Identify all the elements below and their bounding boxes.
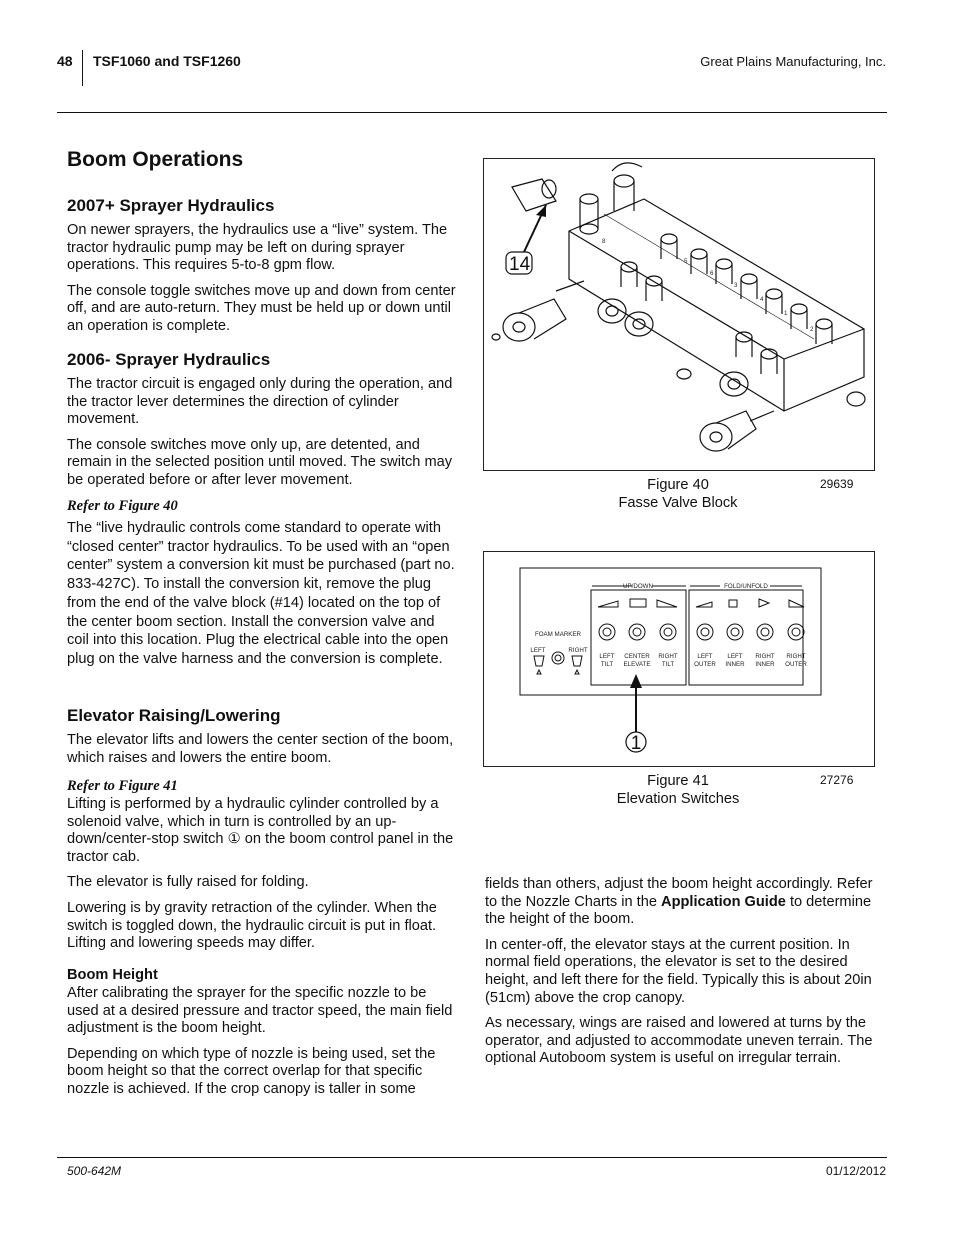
figure-40-frame xyxy=(483,158,875,471)
svg-text:8: 8 xyxy=(602,238,606,245)
conversion-kit-text xyxy=(67,519,459,669)
paragraph: Depending on which type of nozzle is being used, set the boom height so that the correct overlap for that specific nozzle is achieved. If the crop canopy is taller in some xyxy=(67,1045,436,1097)
heading-elevator: Elevator Raising/Lowering xyxy=(67,706,281,725)
arrow-head xyxy=(630,674,642,688)
paragraph: After calibrating the sprayer for the specific nozzle to be used at a desired pressure and tractor speed, the main field adjustment is the boom height. xyxy=(67,985,453,1037)
figure-40-title: Fasse Valve Block xyxy=(618,494,738,511)
paragraph xyxy=(485,876,877,929)
foam-left-label: LEFT xyxy=(530,647,546,654)
svg-text:1: 1 xyxy=(784,310,788,317)
figure-40-caption xyxy=(583,477,773,512)
paragraph: In center-off, the elevator stays at the current position. In normal field operations, the elevator is set to the desired height, and left there for the field. Typically this is about 20in (51cm) above the crop canopy. xyxy=(485,936,872,1006)
doc-date: 01/12/2012 xyxy=(825,1164,886,1178)
doc-number: 500-642M xyxy=(67,1164,122,1178)
switch-panel-illustration xyxy=(484,552,874,766)
switch-label: ELEVATE xyxy=(623,661,651,668)
switch-label: TILT xyxy=(600,661,614,668)
switch-label: OUTER xyxy=(785,661,807,668)
heading-2006-hydraulics: 2006- Sprayer Hydraulics xyxy=(67,350,271,369)
svg-text:6: 6 xyxy=(710,270,714,277)
figure-reference: Refer to Figure 40 xyxy=(67,498,178,514)
section-boom-height xyxy=(67,967,459,1099)
updown-group-box xyxy=(591,590,686,685)
paragraph: On newer sprayers, the hydraulics use a “live” system. The tractor hydraulic pump may be left on during sprayer operations. This requires 5-to-8 gpm flow. xyxy=(67,222,448,274)
paragraph: Lowering is by gravity retraction of the cylinder. When the switch is toggled down, the hydraulic circuit is put in float. Lifting and lowering speeds may differ. xyxy=(67,899,437,952)
text-run: fields than others, adjust the boom height accordingly. Refer to the Nozzle Charts in the xyxy=(485,876,873,910)
header-divider xyxy=(82,50,83,86)
right-column xyxy=(485,876,877,1068)
switch-label: RIGHT xyxy=(755,653,775,660)
switch-label: RIGHT xyxy=(658,653,678,660)
switch-label: TILT xyxy=(661,661,675,668)
switch-label: OUTER xyxy=(694,661,716,668)
heading-boom-height: Boom Height xyxy=(67,967,158,983)
foam-marker-label: FOAM MARKER xyxy=(534,631,582,638)
switch-label: LEFT xyxy=(599,653,615,660)
toggle-switches xyxy=(599,624,804,640)
valve-block-illustration xyxy=(484,159,874,470)
paragraph: Lifting is performed by a hydraulic cylinder controlled by a solenoid valve, which in turn is controlled by an up-down/center-stop switch ① on the boom control panel in the tractor cab. xyxy=(67,796,454,865)
figure-41-label: Figure 41 xyxy=(647,773,709,789)
doc-title: TSF1060 and TSF1260 xyxy=(93,53,241,69)
left-column xyxy=(67,148,459,172)
paragraph: The elevator is fully raised for folding. xyxy=(67,874,309,891)
text-run: to determine the height of the boom. xyxy=(485,893,872,928)
group-fold-label: FOLD/UNFOLD xyxy=(724,583,768,590)
paragraph: As necessary, wings are raised and lowered at turns by the operator, and adjusted to accommodate uneven terrain. The optional Autoboom system is useful on irregular terrain. xyxy=(485,1015,873,1067)
figure-41-title: Elevation Switches xyxy=(616,790,740,807)
paragraph: The console switches move only up, are detented, and remain in the selected position until moved. The switch may be operated before or after lever movement. xyxy=(67,436,453,488)
paragraph: The elevator lifts and lowers the center section of the boom, which raises and lowers the entire boom. xyxy=(67,732,454,766)
figure-reference: Refer to Figure 41 xyxy=(67,778,178,794)
figure-41-number: 27276 xyxy=(820,773,854,787)
paragraph: The tractor circuit is engaged only during the operation, and the tractor lever determines the direction of cylinder movement. xyxy=(67,376,453,428)
svg-text:2: 2 xyxy=(810,326,814,333)
footer-rule xyxy=(57,1157,887,1158)
figure-40-number: 29639 xyxy=(820,477,854,491)
group-updown-label: UP/DOWN xyxy=(623,583,653,590)
switch-label: LEFT xyxy=(697,653,713,660)
paragraph: The console toggle switches move up and down from center off, and are auto-return. They must be held up or down until an operation is complete. xyxy=(67,282,456,334)
company-name: Great Plains Manufacturing, Inc. xyxy=(700,54,886,69)
foam-right-label: RIGHT xyxy=(568,647,588,654)
svg-text:5: 5 xyxy=(684,258,688,265)
paragraph: The “live hydraulic controls come standard to operate with “closed center” tractor hydraulics. To be used with an “open center” system a conversion kit must be purchased (part no. 833-427C). To install the conversion kit, remove the plug from the end of the valve block (#14) located on the top of the center boom section. Install the conversion valve and coil into this location. Plug the electrical cable into the open plug on the valve harness and the conversion is complete. xyxy=(67,520,455,667)
section-2007 xyxy=(67,196,459,336)
callout-1: 1 xyxy=(630,733,642,754)
figure-40-label: Figure 40 xyxy=(647,477,709,493)
figure-41-caption xyxy=(583,773,773,808)
figure-41-frame xyxy=(483,551,875,767)
callout-14: 14 xyxy=(509,254,531,275)
switch-label: INNER xyxy=(725,661,745,668)
svg-text:3: 3 xyxy=(734,282,738,289)
section-2006 xyxy=(67,350,459,490)
switch-label: CENTER xyxy=(624,653,650,660)
section-elevator xyxy=(67,706,459,767)
application-guide-ref: Application Guide xyxy=(661,893,786,910)
header-rule xyxy=(57,112,887,113)
section-title: Boom Operations xyxy=(67,148,244,171)
switch-label: LEFT xyxy=(727,653,743,660)
switch-label: INNER xyxy=(755,661,775,668)
elevator-details xyxy=(67,796,459,953)
svg-text:4: 4 xyxy=(760,296,764,303)
heading-2007-hydraulics: 2007+ Sprayer Hydraulics xyxy=(67,196,275,215)
switch-label: RIGHT xyxy=(786,653,806,660)
page-number: 48 xyxy=(57,53,73,69)
